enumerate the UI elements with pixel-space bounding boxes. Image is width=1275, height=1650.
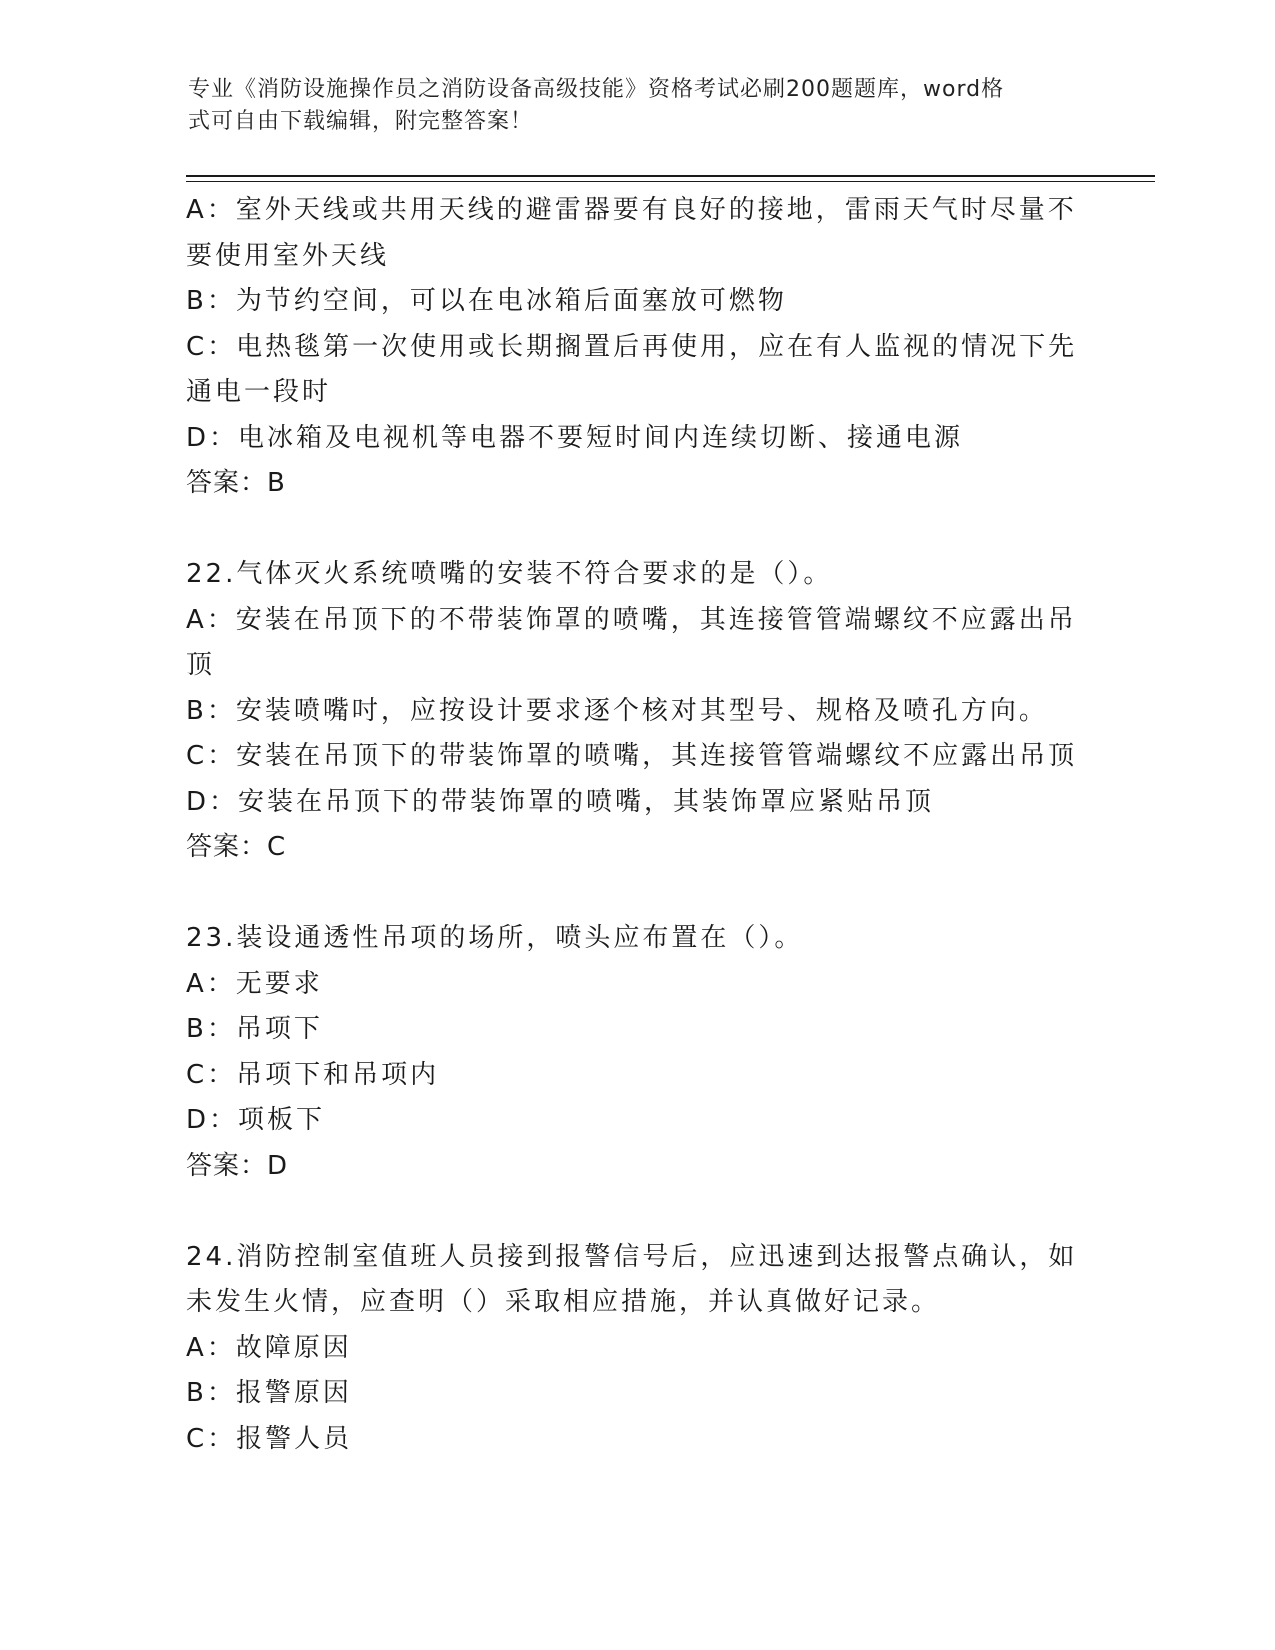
answer: 答案：D xyxy=(186,1150,289,1181)
option-c-line-1: C：电热毯第一次使用或长期搁置后再使用，应在有人监视的情况下先 xyxy=(186,331,1078,362)
option-b: B：为节约空间，可以在电冰箱后面塞放可燃物 xyxy=(186,286,787,316)
question-stem-line-2: 未发生火情，应查明（）采取相应措施，并认真做好记录。 xyxy=(186,1287,941,1317)
option-a-line-2: 要使用室外天线 xyxy=(186,240,390,271)
question-stem-line-1: 24.消防控制室值班人员接到报警信号后，应迅速到达报警点确认，如 xyxy=(186,1241,1078,1272)
option-a: A：无要求 xyxy=(186,968,323,999)
answer: 答案：B xyxy=(186,468,286,498)
option-c: C：报警人员 xyxy=(186,1423,353,1454)
option-b: B：安装喷嘴吋，应按设计要求逐个核对其型号、规格及喷孔方向。 xyxy=(186,695,1048,726)
option-c: C：吊项下和吊项内 xyxy=(186,1059,440,1090)
header-divider-thick xyxy=(186,175,1155,177)
option-d: D：安装在吊顶下的带装饰罩的喷嘴，其装饰罩应紧贴吊顶 xyxy=(186,786,935,817)
header-line-2: 式可自由下载编辑，附完整答案！ xyxy=(188,109,534,134)
option-d: D：电冰箱及电视机等电器不要短时间内连续切断、接通电源 xyxy=(186,422,964,453)
question-21 xyxy=(186,188,1086,507)
spacer xyxy=(186,507,1086,553)
option-b: B：报警原因 xyxy=(186,1378,352,1408)
question-list xyxy=(186,188,1086,1462)
document-header xyxy=(188,74,1068,138)
question-22 xyxy=(186,552,1086,871)
question-stem: 22.气体灭火系统喷嘴的安装不符合要求的是（）。 xyxy=(186,559,833,589)
option-c: C：安装在吊顶下的带装饰罩的喷嘴，其连接管管端螺纹不应露出吊顶 xyxy=(186,741,1078,771)
header-divider-thin xyxy=(186,181,1155,182)
spacer xyxy=(186,1189,1086,1235)
option-a-line-2: 顶 xyxy=(186,650,216,680)
answer: 答案：C xyxy=(186,832,287,862)
header-line-1: 专业《消防设施操作员之消防设备高级技能》资格考试必刷200题题库，word格 xyxy=(188,77,1005,102)
option-a-line-1: A：安装在吊顶下的不带装饰罩的喷嘴，其连接管管端螺纹不应露出吊 xyxy=(186,604,1077,635)
question-23 xyxy=(186,916,1086,1189)
question-stem: 23.装设通透性吊项的场所，喷头应布置在（）。 xyxy=(186,923,804,953)
option-c-line-2: 通电一段时 xyxy=(186,377,332,407)
option-b: B：吊项下 xyxy=(186,1014,323,1044)
option-a: A：故障原因 xyxy=(186,1332,352,1363)
question-24 xyxy=(186,1235,1086,1463)
spacer xyxy=(186,871,1086,917)
option-d: D：项板下 xyxy=(186,1105,326,1135)
option-a-line-1: A：室外天线或共用天线的避雷器要有良好的接地，雷雨天气时尽量不 xyxy=(186,195,1077,225)
